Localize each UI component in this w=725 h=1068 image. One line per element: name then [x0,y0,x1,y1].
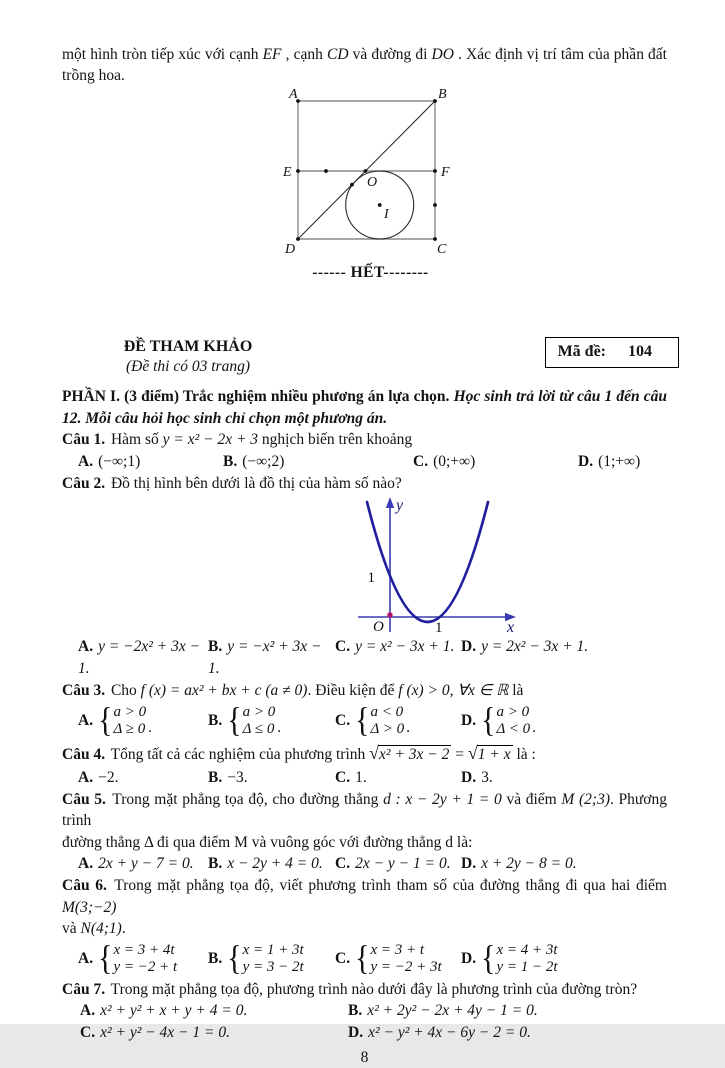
question-4-options [62,767,667,789]
option-5b [208,853,335,875]
option-letter: A. [78,638,94,655]
sys-line2: y = 3 − 2t [242,958,304,975]
option-letter: D. [461,949,477,967]
option-letter: B. [208,638,223,655]
option-letter: D. [578,452,594,470]
question-3-post: là [508,682,524,699]
option-letter: C. [335,638,351,655]
page-number: 8 [360,1049,369,1066]
system-lines [496,704,530,738]
question-6-label: Câu 6. [62,877,107,894]
option-value: (−∞;2) [242,452,285,470]
option-1c [413,451,578,473]
label-a: A [288,87,298,102]
option-letter: B. [348,1002,363,1019]
radical-sign: √ [467,742,478,763]
option-period: . [148,718,152,736]
option-1d [578,451,667,473]
option-7c [80,1022,348,1044]
label-o: O [366,175,377,190]
sys-line1: x = 3 + t [370,941,425,958]
intro-mid1: , cạnh [281,46,327,63]
system-lines [370,704,404,738]
point-o [363,169,367,173]
option-letter: A. [78,949,94,967]
exam-code-box [545,337,679,368]
option-value: (0;+∞) [433,452,476,470]
option-2a [78,636,208,680]
option-letter: B. [208,768,223,786]
option-letter: A. [78,452,94,470]
sys-line1: x = 3 + 4t [113,941,175,958]
option-4b [208,767,335,789]
question-3 [62,680,667,702]
option-value: (−∞;1) [98,452,141,470]
option-7a [80,1000,348,1022]
exam-subtitle: (Đề thi có 03 trang) [126,358,250,375]
option-value: (1;+∞) [598,452,641,470]
question-7-options-row2 [62,1022,667,1044]
option-value: −3. [227,768,248,786]
brace-glyph: { [355,700,370,739]
y-tick-1: 1 [367,570,375,586]
question-4-post: là : [512,745,536,763]
question-6-line2-post: . [121,920,126,937]
system-lines [243,704,276,738]
question-5-post: . Phương trình [62,790,667,829]
option-letter: D. [461,855,477,872]
label-i: I [383,207,389,222]
sqrt-expression-1 [369,742,451,763]
option-value: y = −2x² + 3x − 1. [78,638,201,677]
x-axis-label: x [507,619,515,636]
option-5d [461,853,667,875]
het-divider: ------ HẾT-------- [312,264,429,281]
option-letter: B. [223,452,238,470]
part1-bold: PHẦN I. (3 điểm) Trắc nghiệm nhiều phương án lựa chọn. [62,388,454,405]
y-axis-label: y [396,497,404,514]
brace-glyph: { [227,938,242,977]
option-value: x² − y² + 4x − 6y − 2 = 0. [368,1023,531,1041]
option-6b [208,938,335,977]
sys-line1: a > 0 [496,703,530,720]
question-6-math2: N(4;1) [80,920,122,937]
equals-sign: = [451,745,468,763]
option-letter: B. [208,711,223,729]
question-5-math1: d : x − 2y + 1 = 0 [383,790,502,808]
question-2-text: Đồ thị hình bên dưới là đồ thị của hàm số nào? [107,474,402,492]
sys-line2: Δ < 0 [496,720,531,737]
option-value: x + 2y − 8 = 0. [481,855,577,872]
option-1b [223,451,413,473]
option-7d [348,1022,667,1044]
option-3a [78,700,208,739]
label-f: F [440,165,450,180]
parabola-graph [342,494,667,636]
question-1-options [62,451,667,473]
option-5c [335,853,461,875]
label-d: D [284,242,295,257]
question-5-label: Câu 5. [62,790,106,808]
option-letter: A. [78,768,94,786]
option-value: x² + y² − 4x − 1 = 0. [100,1023,230,1041]
question-5-line2: đường thẳng Δ đi qua điểm M và vuông góc với đường thẳng d là: [62,833,473,851]
option-value: 2x − y − 1 = 0. [355,855,451,872]
part1-italic: Học sinh trả lời từ câu 1 đến câu 12. Mỗi câu hỏi học sinh chỉ chọn một phương án. [62,388,667,427]
option-value: y = −x² + 3x − 1. [208,638,322,677]
option-letter: D. [461,638,477,655]
question-1-math: y = x² − 2x + 3 [162,431,259,448]
intro-post: . Xác định vị trí tâm của phần đất trồng hoa. [62,46,667,84]
option-period: . [406,718,411,736]
question-2-options [62,636,667,680]
question-4-label: Câu 4. [62,745,106,763]
brace-glyph: { [481,938,496,977]
brace-glyph: { [355,938,370,977]
sys-line1: a > 0 [113,703,147,720]
question-7-text: Trong mặt phẳng tọa độ, phương trình nào dưới đây là phương trình của đường tròn? [107,980,638,998]
option-7b [348,1000,667,1022]
point-on-bc [433,203,437,207]
question-2 [62,473,667,495]
question-6-math1: M(3;−2) [62,898,117,916]
segment-cd: CD [327,46,349,63]
option-value: y = 2x² − 3x + 1. [481,638,589,655]
question-3-mid: . Điều kiện để [307,682,399,699]
option-6c [335,938,461,977]
brace-glyph: { [481,700,496,739]
point-c [433,237,437,241]
system-lines [496,942,557,976]
tangent-point [350,183,354,187]
option-value: −2. [98,768,119,786]
brace-glyph: { [98,700,113,739]
option-letter: C. [335,768,351,786]
question-3-math2: f (x) > 0, ∀x ∈ ℝ [398,682,509,699]
option-value: 1. [355,768,367,786]
question-5-options [62,853,667,875]
point-e [296,169,300,173]
question-6-line2-pre: và [62,920,81,937]
sys-line2: Δ ≤ 0 [242,720,275,737]
point-on-ef [324,169,328,173]
option-letter: C. [80,1023,96,1041]
geometry-figure [280,87,462,283]
option-letter: B. [208,949,223,967]
exam-header [62,337,667,377]
radicand-2: 1 + x [477,745,511,763]
option-2d [461,636,667,680]
option-letter: C. [335,711,351,729]
option-5a [78,853,208,875]
option-1a [78,451,223,473]
option-value: x² + y² + x + y + 4 = 0. [100,1002,248,1019]
option-period: . [277,718,282,736]
option-value: y = x² − 3x + 1. [355,638,455,655]
option-letter: A. [78,855,94,872]
system-lines [113,942,177,976]
system-lines [370,942,441,976]
sys-line2: y = 1 − 2t [496,958,558,975]
question-4 [62,741,667,767]
option-value: x² + 2y² − 2x + 4y − 1 = 0. [367,1002,538,1019]
question-3-math1: f (x) = ax² + bx + c (a ≠ 0) [140,682,308,699]
question-6-pre: Trong mặt phẳng tọa độ, viết phương trình tham số của đường thẳng đi qua hai điểm [108,877,667,894]
option-letter: D. [461,768,477,786]
question-6 [62,875,667,918]
option-letter: C. [413,452,429,470]
question-7-options-row1 [62,1000,667,1022]
parabola-curve [367,502,488,622]
option-period: . [532,718,537,736]
sys-line1: a < 0 [370,703,404,720]
option-3c [335,700,461,739]
sys-line2: y = −2 + 3t [370,958,442,975]
question-3-label: Câu 3. [62,682,106,699]
brace-glyph: { [98,938,113,977]
intro-paragraph [62,44,667,86]
question-3-options [62,700,667,739]
point-b [433,99,437,103]
option-letter: D. [461,711,477,729]
x-tick-1: 1 [435,620,443,636]
intro-mid2: và đường đi [348,46,432,63]
option-2b [208,636,335,680]
question-3-pre: Cho [107,682,141,699]
exam-code-value: 104 [628,343,652,360]
label-e: E [282,165,292,180]
system-lines [243,942,304,976]
label-c: C [436,242,446,257]
sqrt-expression-2 [467,742,513,763]
point-d [296,237,300,241]
option-6a [78,938,208,977]
question-1-post: nghịch biến trên khoảng [258,431,413,448]
system-lines [113,704,146,738]
origin-label: O [373,619,384,635]
question-1-label: Câu 1. [62,431,106,448]
question-4-pre: Tổng tất cả các nghiệm của phương trình [107,745,370,763]
parabola-plot [342,494,520,636]
sys-line1: x = 1 + 3t [242,941,304,958]
option-letter: A. [78,711,94,729]
segment-ef: EF [262,46,282,63]
rectangle-circle-diagram [281,87,461,258]
intro-pre: một hình tròn tiếp xúc với cạnh [62,46,263,63]
option-4a [78,767,208,789]
option-3b [208,700,335,739]
radicand-1: x² + 3x − 2 [379,745,450,763]
option-3d [461,700,667,739]
radical-sign: √ [369,742,380,763]
question-7-label: Câu 7. [62,980,106,998]
point-f [433,169,437,173]
exam-title: ĐỀ THAM KHẢO [123,338,253,355]
part1-heading [62,386,667,429]
option-6d [461,938,667,977]
exam-title-block [82,337,294,377]
sys-line2: y = −2 + t [113,958,178,975]
option-4c [335,767,461,789]
question-1-pre: Hàm số [107,431,163,448]
y-axis-arrow [386,497,394,508]
question-6-options [62,938,667,977]
brace-glyph: { [227,700,242,739]
question-5-math2: M (2;3) [561,790,610,808]
option-2c [335,636,461,680]
question-5-mid: và điểm [501,790,562,808]
option-letter: A. [80,1002,96,1019]
label-b: B [437,87,447,102]
option-letter: C. [335,949,351,967]
question-6-line2 [62,918,667,940]
sys-line1: x = 4 + 3t [496,941,558,958]
option-value: x − 2y + 4 = 0. [227,855,323,872]
question-5-pre: Trong mặt phẳng tọa độ, cho đường thẳng [107,790,384,808]
question-5 [62,789,667,832]
sys-line1: a > 0 [242,703,276,720]
sys-line2: Δ ≥ 0 [113,720,146,737]
exam-code-label: Mã đề: [557,343,606,360]
question-2-label: Câu 2. [62,474,106,492]
option-letter: C. [335,855,351,872]
option-letter: D. [348,1023,364,1041]
segment-do: DO [431,46,454,63]
option-4d [461,767,667,789]
question-7 [62,979,667,1001]
option-value: 3. [481,768,493,786]
option-letter: B. [208,855,223,872]
sys-line2: Δ > 0 [370,720,405,737]
option-value: 2x + y − 7 = 0. [98,855,194,872]
point-i-center [377,203,381,207]
question-1 [62,429,667,451]
origin-dot [387,612,392,617]
